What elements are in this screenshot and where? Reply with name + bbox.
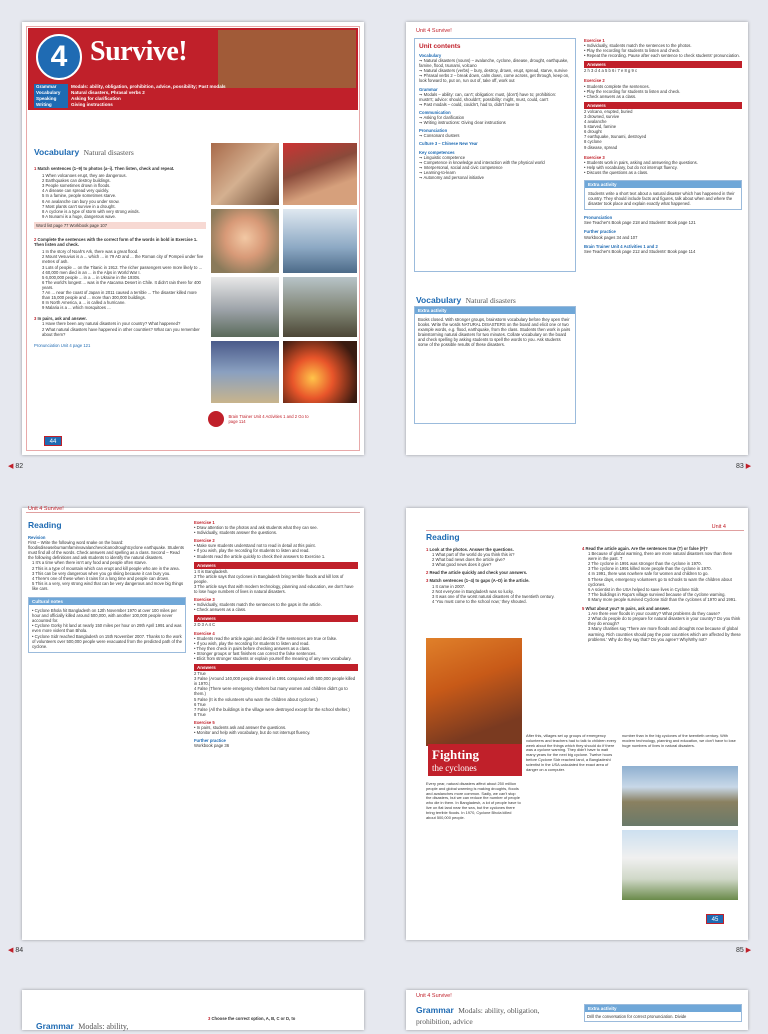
photo-f [282,276,358,338]
q5-title: 5 What about you? In pairs, ask and answer. [582,606,670,612]
page-86 [22,990,364,1030]
list-item: • Cyclone Sidr reached Bangladesh on 15th November 2007. Thanks to the work of volunteers over 500,000 people were evacuated from the predicted path of the cyclone. [32,633,182,649]
reading-heading: Reading [28,520,62,530]
vocab-sub: Natural disasters [83,148,134,157]
vocab-heading-83: Vocabulary Natural disasters [416,295,516,305]
list-item: 6 The world's longest ... was in the Atacama Desert in Chile. It didn't rain there for 400 years. [42,279,201,290]
answer-item: 5 False (It is the volunteers who warn the children about cyclones.) [194,696,318,702]
list-item: 4 60,000 men died in an ... in the Alps in World War I. [42,269,141,275]
answer-item: 9 disease, spread [584,144,618,150]
ex1-head: Exercise 1 [584,38,605,43]
ex3-items [42,321,206,336]
further-practice-head: Further practice [584,229,616,235]
list-item: • Draw attention to the photos and ask students what they can see. [194,525,318,531]
wordlist-ref: Word list page 77 Workbook page 107 [34,222,206,229]
contents-row [34,102,334,108]
list-item: • Individually, students answer the questions. [194,530,278,536]
ex2-head: Exercise 2 [584,78,605,84]
photo-d [282,208,358,274]
pronunciation-ref: Pronunciation Unit 4 page 121 [34,342,91,348]
page-84 [22,508,364,940]
page-number-85: 85 ▶ [736,947,752,954]
list-item: • Play the recording for students to listen and check. [584,48,681,54]
ex2-title: 2 Complete the sentences with the correct form of the words in bold in Exercise 1. Then listen and check. [34,237,198,248]
list-item: 6 An avalanche can bury you under snow. [42,198,120,204]
contents-group-head: Culture 3 – Chinese New Year [419,141,478,147]
cultural-notes-label: Cultural notes [29,598,185,605]
contents-line: ➞ Natural disasters (verbs) – bury, destroy, drown, erupt, spread, starve, survive [419,68,568,74]
list-item: 8 A cyclone is a type of storm with very strong winds. [42,208,140,214]
list-item: 3 The cyclone in 1991 killed more people than the cyclone in 1970. [588,566,712,572]
list-item: 1 It's a time when there isn't any food and people often starve. [32,560,147,566]
answer-item: 2 True [194,671,206,677]
q2-title: 2 Read the article quickly and check your answers. [426,570,528,576]
page-badge: 45 [706,914,724,924]
list-item: 3 People sometimes drown in floods. [42,183,111,189]
contents-tag: Vocabulary [34,90,68,96]
answer-item: 6 drought [584,129,602,135]
list-item: • Stronger groups or fast finishers can correct the false sentences. [194,650,317,656]
page-85 [406,508,748,940]
list-item: 3 It was one of the worst natural disasters of the twentieth century. [432,593,555,599]
list-item: • Students work in pairs, asking and answering the questions. [584,159,698,165]
contents-text: Natural disasters, Phrasal verbs 2 [71,90,145,95]
list-item: 3 Many charities say 'There are more floods and droughts now because of global warming. Rich countries should pay the poor countries which are affected by these problems.' Why do they say that? Do you agree? Why/Why not? [588,626,741,642]
questions-column-2 [582,546,742,642]
contents-group-head: Vocabulary [419,53,442,58]
q1-title: 1 Look at the photos. Answer the questions. [426,547,514,552]
list-item: • Individually, students match the sentences to the photos. [584,43,692,49]
article-title: Fighting the cyclones [428,744,522,776]
list-item: • Cyclone Gorky hit land at nearly 150 miles per hour on 29th April 1991 and was even more violent than Bhola. [32,623,182,634]
list-item: • Individually, students match the sentences to the gaps in the article. [194,602,322,608]
list-item: 8 Many more people survived Cyclone Sidr than the cyclones of 1970 and 1991. [588,596,737,602]
photo-c [210,208,280,274]
contents-line: ➞ Interpersonal, social and civic competence [419,164,503,170]
page-87 [406,990,748,1030]
photo-e [210,276,280,338]
ex3-head: Exercise 3 [194,597,215,603]
extra-activity-box: Extra activity Drill the conversation for correct pronunciation. Divide [584,1004,742,1022]
photo-g [210,340,280,404]
contents-group-head: Communication [419,109,451,115]
list-item: 4 In 1991, there was nowhere safe for women and children to go. [588,571,709,577]
list-item: 2 Mount Vesuvius is a ... which ... in 79 AD and ... the Roman city of Pompeii under five metres of ash. [42,254,204,265]
contents-group-head: Pronunciation [419,128,448,134]
left-column [28,520,186,653]
ex5-head: Exercise 5 [194,719,215,725]
vocab-heading: Vocabulary [34,147,80,157]
unit-banner [28,28,358,110]
contents-group-head: Grammar [419,86,438,92]
extra-activity-label: Extra activity [415,307,575,314]
contents-tag: Grammar [34,84,68,90]
list-item: 7 An ... near the coast of Japan in 2011 caused a terrible ... The disaster killed more than 15,000 people and ... more than 300,000 buildings. [42,289,197,301]
answer-item: 6 True [194,701,206,707]
list-item: • Discuss the questions as a class. [584,169,649,175]
list-item: 4 There's one of these when it rains for a long time and people can drown. [32,575,170,581]
answers-label-1: Answers [194,562,358,569]
pronunciation-head: Pronunciation [584,215,613,221]
photo-grid [210,142,358,404]
article-photo-girl [426,638,522,746]
article-col-2: After this, villages set up groups of emergency volunteers and teachers had to talk to children every week about the things which they should do if there was a cyclone warning. They didn't have to wait many years for the next big cyclone. Twelve hours before Cyclone Sidr reached land, a Bangladeshi scientist in the USA calculated the exact area of danger on a computer. [526,733,617,772]
further-practice-text: Workbook pages 34 and 107 [584,234,638,240]
list-item: • Cyclone Bhola hit Bangladesh on 12th November 1970 at over 100 miles per hour and officially killed around 500,000, with another 100,000 people never accounted for. [32,608,177,624]
contents-line: ➞ Linguistic competence [419,154,466,160]
list-item: 3 Lots of people ... on the Titanic in 1912. The richer passengers were more likely to ... [42,264,203,270]
contents-line: ➞ Phrasal verbs 2 – break down, calm down, come across, get through, keep on, look forward to, put on, run out of, take off, work out [419,73,570,84]
list-item: • Check answers as a class. [194,607,247,613]
unit-label: Unit 4 Survive! [28,506,64,512]
page-number-83: 83 ▶ [736,463,752,470]
list-item: 5 This is a very, very strong wind that can be very dangerous and move big things like cars. [32,580,184,591]
contents-line: ➞ Past modals – could, couldn't, had to, didn't have to [419,101,520,107]
unit-label: Unit 4 Survive! [416,28,452,34]
questions-column [426,532,576,604]
list-item: • In pairs, students ask and answer the questions. [194,725,287,730]
list-item: • They then check in pairs before checking answers as a class. [194,645,311,651]
list-item: 3 What good news does it give? [432,562,492,568]
answer-item: 7 False (All the buildings in the village were destroyed except for the school shelter.) [194,706,350,712]
list-item: 2 Earthquakes can destroy buildings. [42,178,111,184]
article-col-3: number than in the big cyclones of the twentieth century. With modern technology, planning and education, we don't have to lose huge numbers of lives in natural disasters. [622,733,736,748]
list-item: • Check answers as a class. [584,93,637,99]
list-item: • Students complete the sentences. [584,83,650,89]
contents-line: ➞ Learning-to-learn [419,169,456,175]
ex3-head: Exercise 3 [584,154,605,160]
answers-label-1: Answers [584,61,742,68]
answer-item: 3 False (Around 140,000 people drowned in 1991 compared with 500,000 people killed in 1970.) [194,676,356,687]
unit-contents-title: Unit contents [419,43,461,50]
notes-column [584,38,742,254]
answer-item: 1 It is Bangladesh. [194,568,229,574]
list-item: • Play the recording for students to listen and check. [584,88,681,94]
ex3-title: 3 Choose the correct option, A, B, C or D, to [208,1016,296,1021]
answer-item: 2 volcano, erupted, buried [584,108,633,114]
list-item: • Repeat the recording. Pause after each sentence to check students' pronunciation. [584,53,740,59]
pronunciation-text: See Teacher's Book page 218 and Students' Book page 121 [584,220,696,226]
answers-label-2: Answers [584,102,742,109]
unit-label: Unit 4 Survive! [416,993,452,999]
q4-title: 4 Read the article again. Are the sentences true (T) or false (F)? [582,546,708,551]
ex1-items [42,173,206,219]
list-item: 7 The buildings in Rupa's village survived because of the cyclone warning. [588,591,726,597]
list-item: • If you wish, play the recording for students to listen and read. [194,640,310,646]
vocab-column [34,142,206,348]
unit-label: Unit 4 [711,524,726,530]
list-item: • Students read the article quickly to check their answers to Exercise 1. [194,553,326,559]
brain-trainer-text: See Teacher's Book page 212 and Students' Book page 114 [584,248,696,254]
ex1-head: Exercise 1 [194,520,215,525]
list-item: 4 'You must come to the school now,' they shouted. [432,598,527,604]
page-number-82: ◀ 82 [8,463,24,470]
ex2-head: Exercise 2 [194,538,215,544]
ex2-items [42,249,206,310]
list-item: 6 A scientist in the USA helped to save lives in Cyclone Sidr. [588,586,700,592]
contents-line: ➞ Writing instructions: Giving clear instructions [419,120,506,126]
contents-tag: Writing [34,102,68,108]
list-item: 1 Have there been any natural disasters in your country? What happened? [42,321,181,327]
list-item: 1 Because of global warming, there are more natural disasters now than there were in the past. T [588,551,733,562]
unit-contents-box [414,38,576,272]
contents-line: ➞ Autonomy and personal initiative [419,174,484,180]
article-col-1: Every year, natural disasters affect about 250 million people and global warming is making droughts, floods and avalanches more common. Sadly, we can't stop the disasters, but we can reduce the number of people who die in them. In Bangladesh, a lot of people have to live on flat land near the sea, but the cyclones there bring terrible floods. In 1970, Cyclone Bhola killed about 500,000 people. [426,781,521,820]
unit-contents-rows [34,84,334,108]
page-number-84: ◀ 84 [8,947,24,954]
list-item: 5 In a famine, people sometimes starve. [42,193,117,199]
list-item: 8 In North America, a ... is called a hurricane. [42,300,126,306]
contents-line: ➞ Modals – ability: can, can't; obligation: must, (don't) have to; prohibition: mustn't; advice: should, shouldn't; possibility: might, must, could, can't [419,91,557,102]
answer-item: 3 The article says that with modern technology, planning and education, we don't have to lose huge numbers of lives in natural disasters. [194,583,354,595]
extra-activity-box [414,306,576,424]
contents-line: ➞ Asking for clarification [419,115,465,121]
contents-text: Giving instructions [71,102,113,107]
contents-line: ➞ Natural disasters (nouns) – avalanche, cyclone, disease, drought, earthquake, famine, flood, tsunami, volcano [419,58,569,69]
list-item: 2 This is a type of mountain which can erupt and kill people who are in the area. [32,565,180,571]
revision-head: Revision [28,535,46,540]
list-item: • If you wish, play the recording for students to listen and read. [194,548,310,554]
answers-label-4: Answers [194,664,358,671]
contents-group-head: Key competences [419,149,455,155]
ex3-answers: 2 D 3 A 4 C [194,622,216,628]
unit-contents-groups [419,53,571,180]
list-item: 1 What part of the world do you think this is? [432,552,515,558]
answers-label-3: Answers [194,615,358,622]
photo-a [210,142,280,206]
page-badge: 44 [44,436,62,446]
list-item: 2 What do people do to prepare for natural disasters in your country? Do you think they do enough? [588,616,741,627]
answer-item: 2 The article says that cyclones in Bangladesh bring terrible floods and kill lots of people. [194,573,344,584]
article-photo-shelter [622,830,738,900]
list-item: 3 This can be very dangerous when you go skiing because it can bury you. [32,570,171,576]
page-82 [22,22,364,455]
reading-heading: Reading [426,532,460,542]
ex1-title: 1 Match sentences (1–9) to photos (a–i). Then listen, check and repeat. [34,166,175,171]
list-item: 7 Most plants can't survive in a drought. [42,203,116,209]
answer-item: 5 starved, famine [584,124,617,130]
contents-line: ➞ Consonant clusters [419,133,460,139]
ex1-answers: 2 h 3 d 4 a 5 b 6 i 7 e 8 g 9 c [584,68,638,74]
list-item: 2 Not everyone in Bangladesh was so lucky. [432,588,514,594]
list-item: 2 What natural disasters have happened in other countries? What can you remember about them? [42,326,200,337]
contents-text: Modals: ability, obligation, prohibition, advice, possibility; Past modals [71,84,226,89]
list-item: • Students read the article again and decide if the sentences are true or false. [194,635,338,641]
list-item: 9 Malaria is a ... which mosquitoes ... [42,305,111,311]
contents-line: ➞ Competence in knowledge and interaction with the physical world [419,159,545,165]
list-item: • Elicit from stronger students or explain yourself the meaning of any new vocabulary. [194,655,352,661]
cultural-notes-box [28,597,186,653]
brain-icon [208,411,224,427]
ex3-title: 3 In pairs, ask and answer. [34,316,87,322]
list-item: 1 Are there ever floods in your country? What problems do they cause? [588,611,720,617]
brain-trainer-note: Brain Trainer Unit 4 Activities 1 and 2 Go to page 114 [208,410,318,428]
answer-item: 4 avalanche [584,119,607,125]
list-item: • Help with vocabulary, but do not interrupt fluency. [584,164,678,170]
list-item: 5 6,000,000 people ... in a ... in Ukraine in the 1930s. [42,274,141,280]
list-item: • Make sure students understand not to read in detail at this point. [194,543,316,549]
page-83 [406,22,748,455]
contents-text: Asking for clarification [71,96,121,101]
list-item: 2 The cyclone in 1991 was stronger than the cyclone in 1970. [588,561,702,567]
answer-item: 7 earthquake, tsunami, destroyed [584,134,647,140]
right-column [194,520,358,748]
list-item: 5 These days, emergency volunteers go to schools to warn the children about cyclones. [588,576,732,587]
revision-text: First – Write the following word snake on the board: floodisdiseaseburnamfaminvavalanchevolcanodroughtcyclone earthquake. Students must find all of the words. Check answers and spelling as a class. Second – Read the following definitions and ask students to identify the natural disasters. [28,540,184,561]
list-item: 1 It came in 2007. [432,583,466,589]
unit-number-circle: 4 [36,34,82,80]
answer-item: 8 cyclone [584,139,602,145]
contents-tag: Speaking [34,96,68,102]
answer-item: 4 False (There were emergency shelters but many women and children didn't go to them.) [194,686,348,697]
grammar-heading: Grammar Modals: ability, obligation, prohibition, advice [416,1005,540,1026]
photo-b [282,142,358,206]
photo-h [282,340,358,404]
list-item: 2 What bad news does the article give? [432,557,506,563]
extra-activity-box-2: Extra activity Students write a short text about a natural disaster which has happened in their country. They should include facts and figures, talk about when and where the disaster took place and explain exactly what happened. [584,180,742,210]
article-photo-flood [622,766,738,826]
answer-item: 3 drowned, survive [584,113,620,119]
list-item: • Monitor and help with vocabulary, but do not interrupt fluency. [194,730,311,736]
further-practice-text: Workbook page 36 [194,743,230,749]
extra-activity-text: Books closed. With stronger groups, brainstorm vocabulary before they open their books. Write the words NATURAL DISASTERS on the board and elicit one or two example words, e.g. flood, earthquake, from the class. Students then work in pairs brainstorming natural disasters for two minutes. Collate vocabulary on the board and check spelling by asking students to spell the words to you. Ask students some of the possible results of these disasters. [418,317,571,348]
brain-trainer-head: Brain Trainer Unit 4 Activities 1 and 2 [584,243,658,249]
list-item: 1 When volcanoes erupt, they are dangerous. [42,173,127,179]
ex4-head: Exercise 4 [194,630,215,636]
unit-title: Survive! [90,36,188,67]
list-item: 9 A tsunami is a huge, dangerous wave. [42,213,117,219]
list-item: 1 In the story of Noah's Ark, there was a great flood. [42,249,139,255]
q3-title: 3 Match sentences (1–4) to gaps (A–D) in the article. [426,578,530,584]
grammar-heading: Grammar Modals: ability, [36,1021,129,1031]
answer-item: 8 True [194,711,206,717]
list-item: 4 A disease can spread very quickly. [42,188,110,194]
further-practice-head: Further practice [194,738,226,744]
